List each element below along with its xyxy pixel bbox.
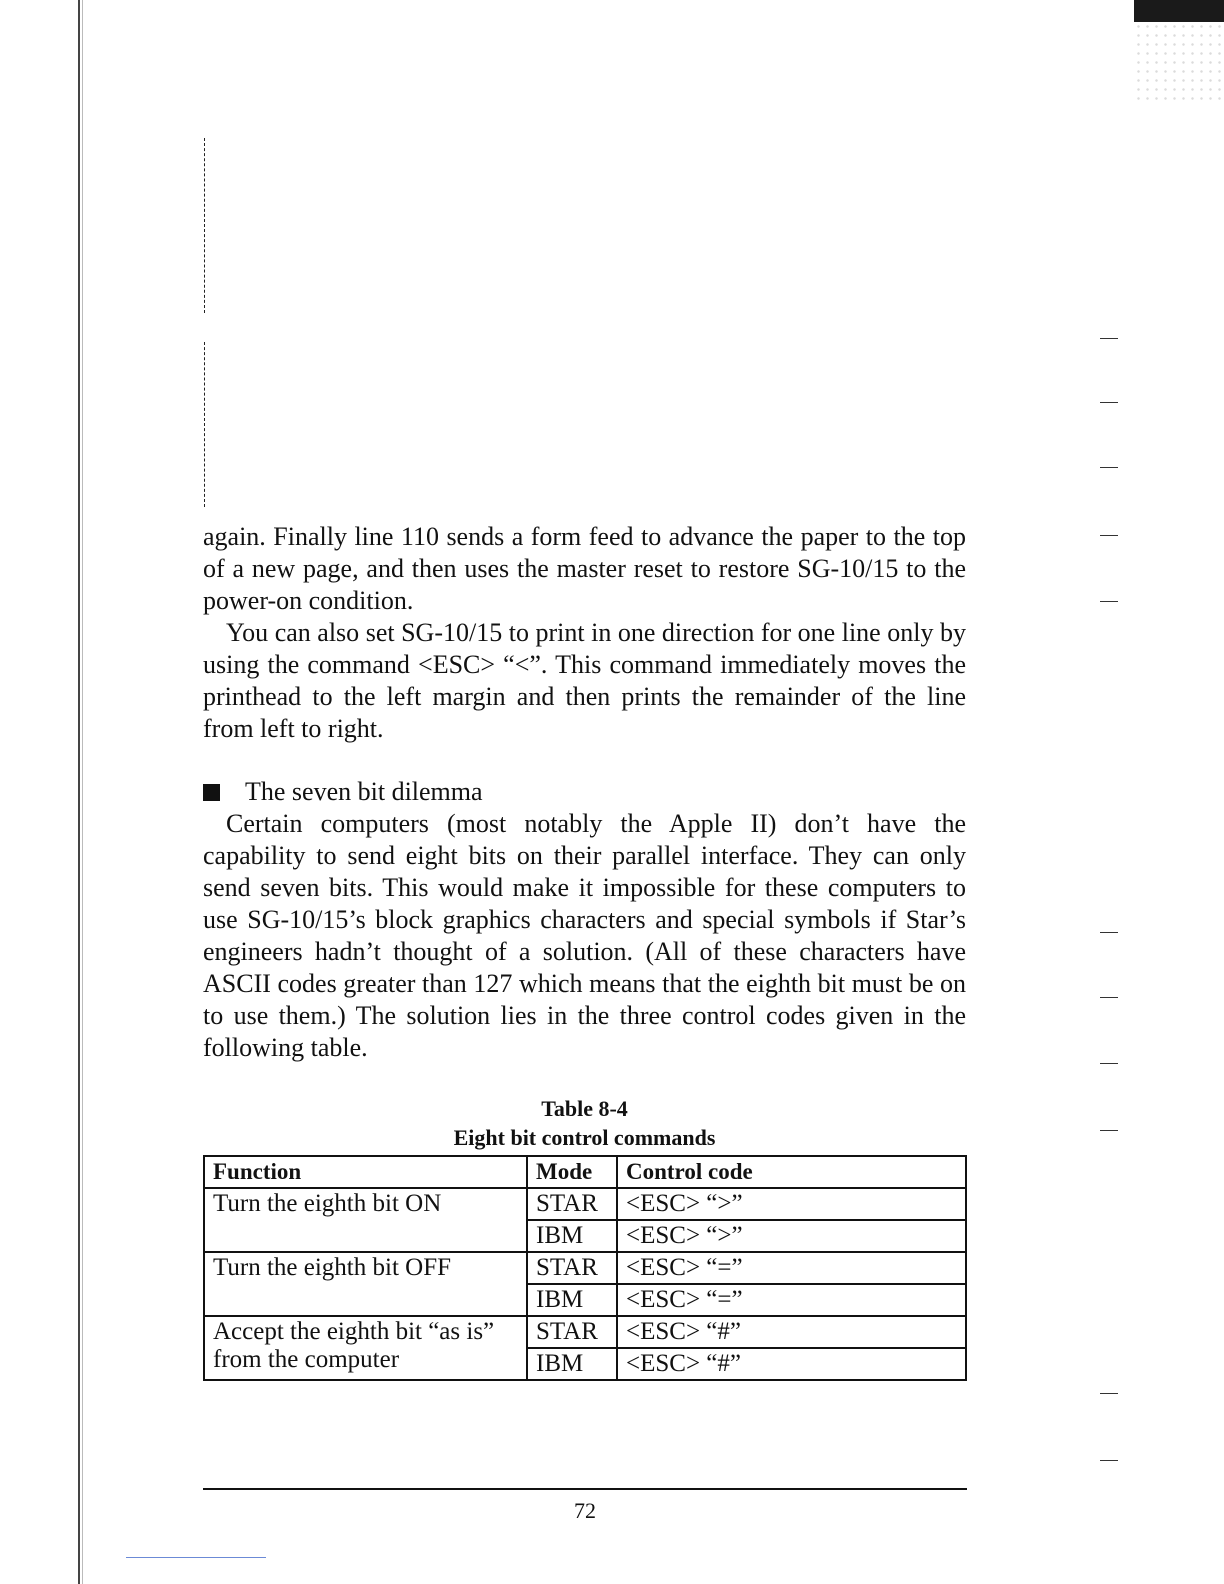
section-body [203, 808, 966, 1064]
code-cell: <ESC> “=” [617, 1284, 966, 1316]
table-row [204, 1188, 966, 1220]
table-row [204, 1316, 966, 1348]
margin-tick [1100, 997, 1118, 998]
margin-tick [1100, 1393, 1118, 1394]
scan-blue-line [126, 1557, 266, 1558]
header-function: Function [204, 1156, 527, 1188]
mode-cell: STAR [527, 1252, 617, 1284]
section-heading-text: The seven bit dilemma [245, 777, 483, 806]
intro-text [203, 521, 966, 745]
margin-tick [1100, 601, 1118, 602]
table-title: Eight bit control commands [453, 1125, 716, 1150]
footer-rule [203, 1488, 967, 1490]
code-cell: <ESC> “=” [617, 1252, 966, 1284]
margin-tick [1100, 1130, 1118, 1131]
left-dashed-mark-upper [204, 138, 206, 313]
margin-tick [1100, 402, 1118, 403]
control-commands-table [203, 1155, 967, 1381]
table-row [204, 1252, 966, 1284]
code-cell: <ESC> “>” [617, 1220, 966, 1252]
mode-cell: IBM [527, 1284, 617, 1316]
square-bullet-icon [203, 784, 220, 801]
mode-cell: IBM [527, 1220, 617, 1252]
code-cell: <ESC> “#” [617, 1348, 966, 1380]
margin-tick [1100, 467, 1118, 468]
paragraph-seven-bit: Certain computers (most notably the Apple II) don’t have the capability to send eight bits on their parallel interface. They can only send seven bits. This would make it impossible for these computers to use SG-10/15’s block graphics characters and special symbols if Star’s engineers hadn’t thought of a solution. (All of these characters have ASCII codes greater than 127 which means that the eighth bit must be on to use them.) The solution lies in the three control codes given in the following table. [203, 809, 966, 1062]
margin-tick [1100, 1460, 1118, 1461]
margin-tick [1100, 932, 1118, 933]
left-dashed-mark-lower [204, 342, 206, 507]
paragraph-unidirectional: You can also set SG-10/15 to print in one direction for one line only by using the command <ESC> “<”. This command immediately moves the printhead to the left margin and then prints the remainder of the line from left to right. [203, 618, 966, 743]
mode-cell: IBM [527, 1348, 617, 1380]
function-cell: Turn the eighth bit ON [204, 1188, 527, 1252]
table-header-row [204, 1156, 966, 1188]
scan-corner-mark [1134, 0, 1224, 22]
margin-tick [1100, 535, 1118, 536]
mode-cell: STAR [527, 1188, 617, 1220]
table-number: Table 8-4 [541, 1096, 628, 1121]
margin-tick [1100, 338, 1118, 339]
scan-left-edge [78, 0, 80, 1584]
paragraph-continuation: again. Finally line 110 sends a form feed to advance the paper to the top of a new page, and then uses the master reset to restore SG-10/15 to the power-on condition. [203, 522, 966, 615]
header-control-code: Control code [617, 1156, 966, 1188]
code-cell: <ESC> “>” [617, 1188, 966, 1220]
function-cell: Accept the eighth bit “as is” from the computer [204, 1316, 527, 1380]
scan-corner-speckle [1134, 22, 1224, 102]
margin-tick [1100, 1063, 1118, 1064]
code-cell: <ESC> “#” [617, 1316, 966, 1348]
section-heading [203, 776, 483, 808]
page-number: 72 [574, 1498, 596, 1523]
mode-cell: STAR [527, 1316, 617, 1348]
function-cell: Turn the eighth bit OFF [204, 1252, 527, 1316]
scan-left-edge-shadow [82, 0, 83, 1584]
header-mode: Mode [527, 1156, 617, 1188]
